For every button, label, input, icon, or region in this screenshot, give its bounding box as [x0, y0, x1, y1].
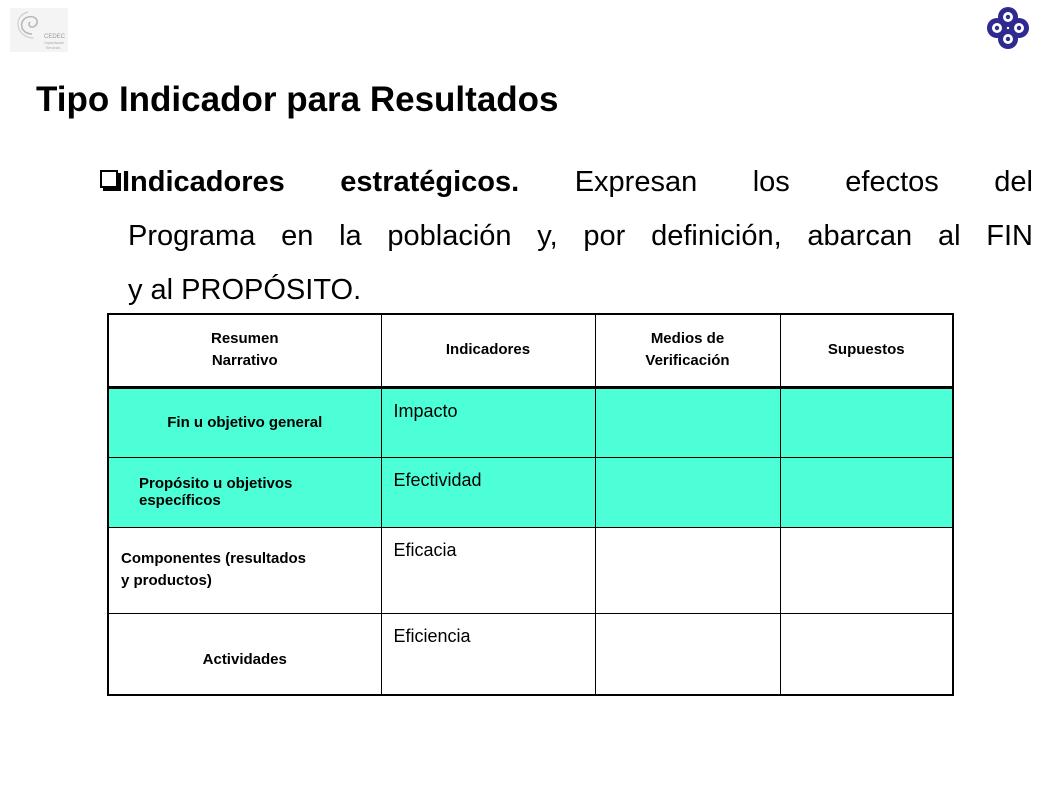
bullet-line-1 [100, 155, 1033, 209]
logical-framework-table [107, 313, 954, 696]
header-supuestos: Supuestos [780, 314, 953, 387]
cell-supuestos-componentes [780, 527, 953, 613]
line2-word: por [583, 220, 626, 252]
cell-medios-proposito [595, 457, 780, 527]
word-2: los [752, 166, 790, 198]
svg-text:CEDEC: CEDEC [44, 34, 66, 40]
bullet-line-3: y al PROPÓSITO. [128, 274, 362, 306]
svg-text:Servicios: Servicios [46, 46, 61, 50]
cedec-logo-icon [10, 8, 68, 52]
header-resumen-narrativo: Resumen Narrativo [108, 314, 381, 387]
header-medios-verificacion: Medios de Verificación [595, 314, 780, 387]
bullet-lead [100, 155, 285, 209]
word-3: efectos [845, 166, 939, 198]
line2-word: definición, [651, 220, 782, 252]
bullet-paragraph [100, 155, 1033, 317]
cell-medios-actividades [595, 613, 780, 695]
cell-supuestos-actividades [780, 613, 953, 695]
bold-word-1: Indicadores [122, 166, 285, 198]
page-title: Tipo Indicador para Resultados [36, 80, 559, 119]
cell-supuestos-proposito [780, 457, 953, 527]
table-row-actividades [108, 613, 953, 695]
line2-word: Programa [128, 220, 256, 252]
word-1: Expresan [574, 166, 698, 198]
bullet-line-2 [100, 209, 1033, 263]
word-4: del [994, 166, 1033, 198]
row-label-proposito: Propósito u objetivos específicos [108, 457, 381, 527]
indicator-eficacia: Eficacia [381, 527, 595, 613]
cell-medios-fin [595, 387, 780, 457]
line2-word: y, [537, 220, 558, 252]
bold-word-2: estratégicos. [340, 166, 520, 198]
table-row-fin [108, 387, 953, 457]
line2-word: abarcan [807, 220, 913, 252]
indicator-efectividad: Efectividad [381, 457, 595, 527]
line2-word: población [387, 220, 512, 252]
cell-medios-componentes [595, 527, 780, 613]
table-row-proposito [108, 457, 953, 527]
quatrefoil-logo-icon [984, 6, 1032, 50]
indicator-impacto: Impacto [381, 387, 595, 457]
indicator-eficiencia: Eficiencia [381, 613, 595, 695]
cell-supuestos-fin [780, 387, 953, 457]
line2-word: al [937, 220, 961, 252]
svg-text:Capacitación: Capacitación [44, 41, 65, 45]
table-header-row [108, 314, 953, 387]
line2-word: en [281, 220, 314, 252]
checkbox-bullet-icon [100, 170, 118, 188]
row-label-actividades: Actividades [108, 613, 381, 695]
table-row-componentes [108, 527, 953, 613]
row-label-componentes: Componentes (resultados y productos) [108, 527, 381, 613]
row-label-fin: Fin u objetivo general [108, 387, 381, 457]
line2-word: FIN [986, 220, 1033, 252]
header-indicadores: Indicadores [381, 314, 595, 387]
line2-word: la [339, 220, 362, 252]
